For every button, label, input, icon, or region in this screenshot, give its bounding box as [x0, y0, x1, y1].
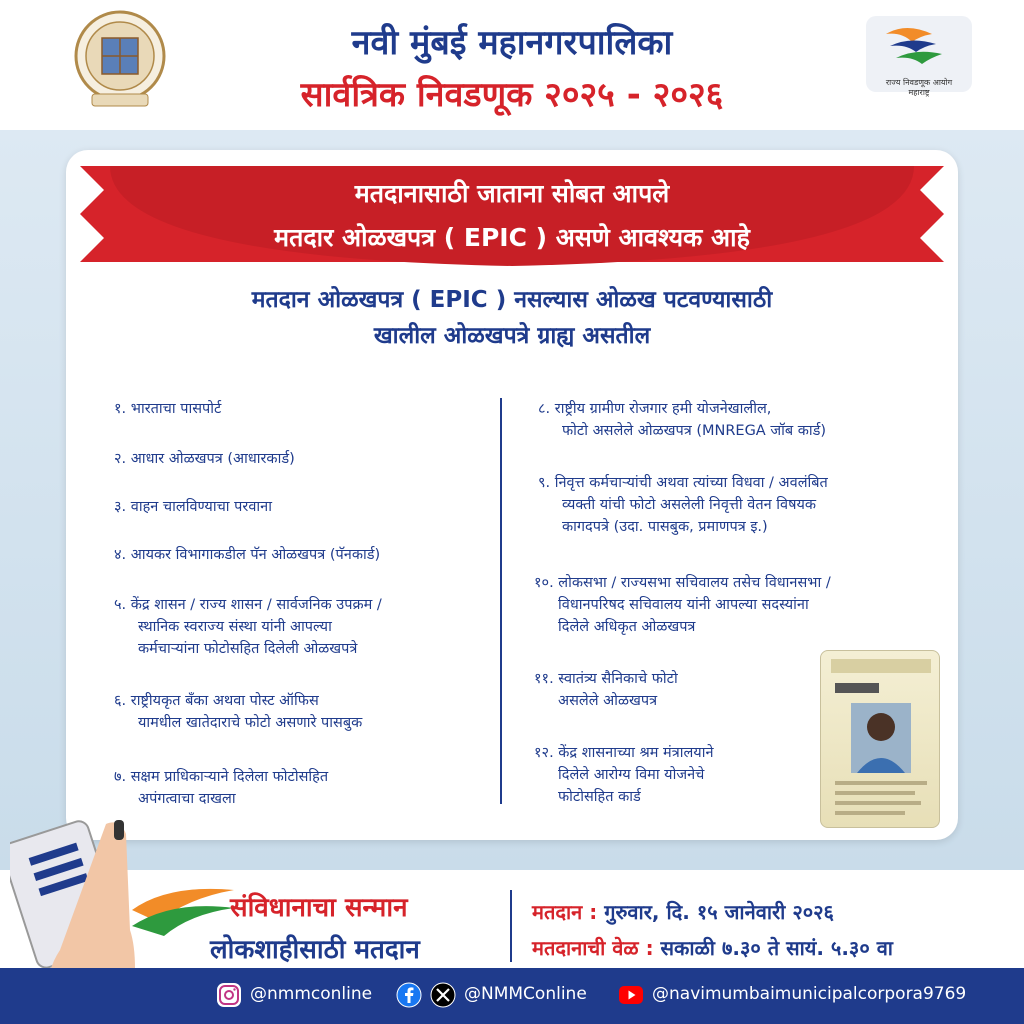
doc-item-5 [114, 594, 382, 660]
subtitle-line2: खालील ओळखपत्रे ग्राह्य असतील [373, 323, 651, 349]
doc-item-12 [534, 742, 714, 808]
doc-item-6 [114, 690, 362, 734]
facebook-x-handle[interactable]: @NMMConline [464, 984, 587, 1004]
sec-logo-line1: राज्य निवडणूक आयोग [885, 78, 953, 87]
doc-item-10 [534, 572, 831, 638]
doc-item-line: ९. निवृत्त कर्मचाऱ्यांची अथवा त्यांच्या विधवा / अवलंबित [538, 475, 828, 491]
ribbon-line2: मतदार ओळखपत्र ( EPIC ) असणे आवश्यक आहे [274, 223, 750, 252]
polling-date [532, 898, 834, 925]
voter-card-photo-icon [821, 651, 941, 829]
subtitle [120, 282, 904, 354]
doc-item-line: ११. स्वातंत्र्य सैनिकाचे फोटो [534, 671, 678, 687]
doc-item-line: असलेले ओळखपत्र [558, 693, 658, 709]
ribbon-line1: मतदानासाठी जाताना सोबत आपले [354, 179, 670, 208]
doc-item-line: ८. राष्ट्रीय ग्रामीण रोजगार हमी योजनेखालील, [538, 401, 772, 417]
doc-item-line: यामधील खातेदाराचे फोटो असणारे पासबुक [138, 715, 363, 731]
doc-item-line: ३. वाहन चालविण्याचा परवाना [114, 499, 272, 515]
doc-item-line: १२. केंद्र शासनाच्या श्रम मंत्रालयाने [534, 745, 714, 761]
column-divider [500, 398, 502, 804]
election-title: सार्वत्रिक निवडणूक २०२५ - २०२६ [300, 75, 724, 115]
doc-item-9 [538, 472, 828, 538]
polling-date-label: मतदान : [532, 900, 598, 924]
sec-check-icon [866, 16, 972, 76]
doc-item-4 [114, 544, 380, 566]
doc-item-line: दिलेले अधिकृत ओळखपत्र [558, 619, 696, 635]
subtitle-line1: मतदान ओळखपत्र ( EPIC ) नसल्यास ओळख पटवण्यासाठी [251, 287, 773, 313]
voter-id-card-image [820, 650, 940, 828]
doc-item-line: २. आधार ओळखपत्र (आधारकार्ड) [114, 451, 295, 467]
doc-item-line: ५. केंद्र शासन / राज्य शासन / सार्वजनिक उपक्रम / [114, 597, 382, 613]
doc-item-line: कर्मचाऱ्यांना फोटोसहित दिलेली ओळखपत्रे [138, 641, 358, 657]
doc-item-line: व्यक्ती यांची फोटो असलेली निवृत्ती वेतन विषयक [562, 497, 816, 513]
doc-item-line: फोटो असलेले ओळखपत्र (MNREGA जॉब कार्ड) [562, 423, 827, 439]
instagram-handle[interactable]: @nmmconline [250, 984, 373, 1004]
slogan-constitution: संविधानाचा सन्मान [230, 893, 408, 923]
youtube-handle[interactable]: @navimumbaimunicipalcorpora9769 [652, 984, 967, 1004]
doc-item-line: फोटोसहित कार्ड [558, 789, 641, 805]
ribbon-heading [120, 172, 904, 260]
doc-item-line: ४. आयकर विभागाकडील पॅन ओळखपत्र (पॅनकार्ड) [114, 547, 381, 563]
youtube-icon[interactable] [618, 982, 644, 1008]
polling-date-value: गुरुवार, दि. १५ जानेवारी २०२६ [597, 900, 834, 924]
doc-item-line: स्थानिक स्वराज्य संस्था यांनी आपल्या [138, 619, 332, 635]
corporation-title: नवी मुंबई महानगरपालिका [351, 23, 673, 63]
polling-time-value: सकाळी ७.३० ते सायं. ५.३० वा [653, 936, 893, 960]
polling-time [532, 934, 893, 961]
sec-logo-line2: महाराष्ट्र [908, 88, 930, 97]
polling-time-label: मतदानाची वेळ : [532, 936, 654, 960]
doc-item-1 [114, 398, 221, 420]
doc-item-line: कागदपत्रे (उदा. पासबुक, प्रमाणपत्र इ.) [562, 519, 768, 535]
slogan-democracy: लोकशाहीसाठी मतदान [210, 935, 420, 965]
doc-item-line: १०. लोकसभा / राज्यसभा सचिवालय तसेच विधानसभा / [534, 575, 831, 591]
doc-item-line: ७. सक्षम प्राधिकाऱ्याने दिलेला फोटोसहित [114, 769, 329, 785]
doc-item-line: दिलेले आरोग्य विमा योजनेचे [558, 767, 705, 783]
doc-item-line: अपंगत्वाचा दाखला [138, 791, 236, 807]
doc-item-7 [114, 766, 328, 810]
x-icon[interactable] [430, 982, 456, 1008]
doc-item-line: १. भारताचा पासपोर्ट [114, 401, 222, 417]
doc-item-8 [538, 398, 826, 442]
sec-logo-caption [866, 78, 972, 98]
footer-divider [510, 890, 512, 962]
facebook-icon[interactable] [396, 982, 422, 1008]
doc-item-line: विधानपरिषद सचिवालय यांनी आपल्या सदस्यांना [558, 597, 809, 613]
nmmc-emblem-icon [72, 8, 168, 112]
doc-item-11 [534, 668, 678, 712]
doc-item-2 [114, 448, 295, 470]
instagram-icon[interactable] [216, 982, 242, 1008]
doc-item-3 [114, 496, 272, 518]
doc-item-line: ६. राष्ट्रीयकृत बँका अथवा पोस्ट ऑफिस [114, 693, 319, 709]
